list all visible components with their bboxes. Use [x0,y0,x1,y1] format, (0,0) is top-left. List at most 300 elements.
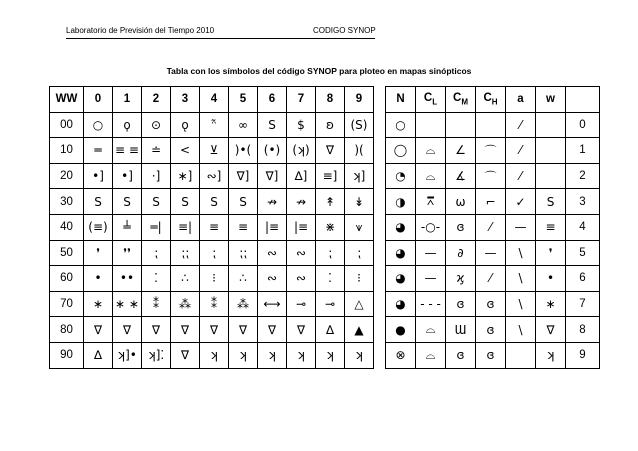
ww-symbol-cell [229,112,258,138]
cloud-symbol-cell [446,163,476,189]
cloud-symbol-cell [476,317,506,343]
cloud-symbol-cell [416,214,446,240]
weather-symbol-icon: ═| [150,220,162,235]
weather-symbol-icon: ∇ [209,322,219,337]
weather-symbol-icon: S [94,194,102,209]
cloud-table-row [386,342,600,368]
weather-symbol-icon: ⁏ [356,245,362,260]
ww-row-label: 80 [50,317,84,343]
weather-symbol-icon: S [239,194,247,209]
ww-symbol-cell [229,214,258,240]
ww-symbol-cell [200,291,229,317]
cloud-symbol-cell [536,317,566,343]
weather-symbol-icon: ∗] [177,169,193,184]
weather-symbol-icon: ≡ ≡ [115,143,139,158]
ww-symbol-cell [229,317,258,343]
cloud-symbol-cell [446,291,476,317]
weather-symbol-icon: )( [354,143,364,158]
cloud-symbol-icon: ⁄ [489,271,492,286]
cloud-symbol-cell [506,138,536,164]
weather-symbol-icon: S [268,117,276,132]
ww-symbol-cell [316,317,345,343]
cloud-header-label: C [453,92,462,105]
ww-row-label: 10 [50,138,84,164]
weather-symbol-icon: •] [121,169,133,184]
cloud-symbol-icon: ● [395,322,406,337]
weather-symbol-icon: ʞ [267,348,276,363]
cloud-symbol-cell [536,189,566,215]
cloud-table-row [386,317,600,343]
ww-symbol-cell [142,189,171,215]
weather-symbol-icon: ⟷ [263,297,281,312]
cloud-symbol-cell [536,266,566,292]
cloud-symbol-cell [476,291,506,317]
cloud-symbol-cell [506,291,536,317]
cloud-symbol-icon: ⁄ [519,169,522,184]
ww-symbol-cell [200,342,229,368]
cloud-table-row [386,240,600,266]
cloud-symbol-cell [476,266,506,292]
cloud-header-blank [566,87,600,113]
weather-symbol-icon: ∇ [122,322,132,337]
cloud-symbol-cell [476,138,506,164]
ww-symbol-cell [142,138,171,164]
weather-symbol-icon: ≐ [150,143,162,158]
ww-symbol-cell [316,112,345,138]
cloud-symbol-icon: ⌐ [485,194,496,209]
cloud-row-number: 1 [566,138,600,164]
cloud-symbol-cell [416,342,446,368]
ww-symbol-cell [316,138,345,164]
weather-symbol-icon: ⋅] [151,169,161,184]
ww-symbol-cell [200,138,229,164]
cloud-symbol-cell [386,342,416,368]
cloud-symbol-icon: \ [518,245,523,260]
ww-table-row [50,266,374,292]
weather-symbol-icon: $ [297,117,305,132]
cloud-symbol-cell [506,214,536,240]
weather-symbol-icon: ∾ [266,271,278,286]
weather-symbol-icon: ↟ [324,194,336,209]
cloud-symbol-icon: ⌓ [425,322,436,337]
cloud-symbol-icon: ɞ [456,297,465,312]
weather-symbol-icon: ↡ [353,194,365,209]
cloud-table-row [386,189,600,215]
weather-symbol-icon: ⁏⁏ [180,245,190,260]
ww-table-row [50,189,374,215]
ww-symbol-table [49,86,374,369]
ww-symbol-cell [142,266,171,292]
cloud-symbol-icon: ◯ [393,143,408,158]
cloud-symbol-cell [446,317,476,343]
ww-table-row [50,240,374,266]
ww-symbol-cell [258,163,287,189]
cloud-column-header: a [506,87,536,113]
ww-row-label: 90 [50,342,84,368]
ww-symbol-cell [200,189,229,215]
ww-symbol-cell [142,240,171,266]
cloud-symbol-icon: ⁄ [519,117,522,132]
weather-symbol-icon: ʞ [209,348,218,363]
weather-symbol-icon: ∆ [325,322,335,337]
cloud-symbol-icon: Ɯ [454,322,467,337]
ww-symbol-cell [229,163,258,189]
cloud-header-row [386,87,600,113]
weather-symbol-icon: < [179,143,191,158]
ww-symbol-cell [113,138,142,164]
ww-symbol-cell [171,112,200,138]
weather-symbol-icon: ⁑ [211,297,217,312]
cloud-table-row [386,266,600,292]
weather-symbol-icon: ⊸ [295,297,307,312]
ww-table-row [50,112,374,138]
cloud-symbol-cell [476,189,506,215]
cloud-symbol-icon: \ [518,271,523,286]
ww-symbol-cell [345,240,374,266]
cloud-header-subscript: M [461,97,468,107]
ww-symbol-cell [171,189,200,215]
weather-symbol-icon: S [123,194,131,209]
weather-symbol-icon: ╧ [123,220,131,235]
cloud-table-row [386,291,600,317]
cloud-symbol-icon: ○ [395,117,406,132]
weather-symbol-icon: ʞ [354,348,363,363]
weather-symbol-icon: ❜ [96,245,100,260]
weather-symbol-icon: (S) [350,117,368,132]
cloud-symbol-icon: ⁄ [519,143,522,158]
cloud-symbol-cell [506,240,536,266]
weather-symbol-icon: ∗ ∗ [115,297,139,312]
ww-column-header: 0 [84,87,113,113]
ww-row-label: 20 [50,163,84,189]
weather-symbol-icon: ∆] [294,169,308,184]
ww-symbol-cell [113,266,142,292]
ww-symbol-cell [258,189,287,215]
weather-symbol-icon: ∇ [180,322,190,337]
ww-symbol-cell [258,342,287,368]
weather-symbol-icon: ∾ [295,271,307,286]
weather-symbol-icon: ⋇ [324,220,336,235]
ww-column-header: 3 [171,87,200,113]
cloud-symbol-cell [446,112,476,138]
cloud-symbol-cell [506,342,536,368]
cloud-table-row [386,214,600,240]
ww-symbol-cell [229,240,258,266]
cloud-symbol-icon: ∠ [455,143,466,158]
cloud-symbol-icon: ɞ [456,348,465,363]
ww-symbol-cell [258,214,287,240]
cloud-column-header: N [386,87,416,113]
cloud-symbol-cell [386,317,416,343]
weather-symbol-icon: ∴ [181,271,189,286]
weather-symbol-icon: ⁏ [211,245,217,260]
cloud-symbol-cell [386,189,416,215]
ww-symbol-cell [84,342,113,368]
weather-symbol-icon: |≡ [264,220,280,235]
cloud-row-number: 9 [566,342,600,368]
ww-symbol-cell [84,214,113,240]
cloud-column-header [476,87,506,113]
weather-symbol-icon: ∇ [238,322,248,337]
cloud-row-number: 4 [566,214,600,240]
cloud-symbol-icon: ❜ [548,245,553,260]
cloud-symbol-cell [476,163,506,189]
weather-symbol-icon: ⊸ [324,297,336,312]
weather-symbol-icon: ❜❜ [123,245,131,260]
cloud-symbol-cell [506,266,536,292]
weather-symbol-icon: ○ [92,117,104,132]
cloud-symbol-icon: -○- [420,220,441,235]
weather-symbol-icon: •• [119,271,135,286]
weather-symbol-icon: ʞ [325,348,334,363]
cloud-symbol-icon: ∗ [545,297,556,312]
cloud-symbol-cell [416,291,446,317]
weather-symbol-icon: ▲ [354,322,364,337]
cloud-table-row [386,138,600,164]
ww-symbol-cell [171,317,200,343]
ww-symbol-cell [142,214,171,240]
weather-symbol-icon: ∇ [267,322,277,337]
cloud-row-number: 6 [566,266,600,292]
weather-symbol-icon: • [94,271,102,286]
ww-symbol-cell [345,342,374,368]
ww-symbol-cell [142,342,171,368]
cloud-symbol-cell [536,138,566,164]
weather-symbol-icon: ᵔ̃ [211,117,217,132]
weather-symbol-icon: ⁚ [328,271,332,286]
ww-symbol-cell [345,189,374,215]
ww-symbol-cell [316,291,345,317]
cloud-symbol-cell [386,138,416,164]
header-right-text: CODIGO SYNOP [313,26,376,35]
ww-symbol-cell [287,266,316,292]
ww-symbol-cell [345,138,374,164]
cloud-symbol-cell [506,112,536,138]
weather-symbol-icon: ∇ [151,322,161,337]
ww-symbol-cell [345,266,374,292]
cloud-symbol-icon: ≡ [545,220,556,235]
ww-symbol-cell [345,317,374,343]
ww-symbol-cell [200,112,229,138]
ww-symbol-cell [229,266,258,292]
weather-symbol-icon: ∇ [180,348,190,363]
ww-symbol-cell [84,189,113,215]
weather-symbol-icon: ↛ [266,194,278,209]
weather-symbol-icon: ≡] [322,169,338,184]
weather-symbol-icon: )•( [234,143,252,158]
cloud-symbol-cell [476,214,506,240]
weather-symbol-icon: ʞ [296,348,305,363]
ww-symbol-cell [200,240,229,266]
cloud-symbol-cell [446,189,476,215]
cloud-table-row [386,163,600,189]
cloud-table-row [386,112,600,138]
weather-symbol-icon: ∇] [265,169,279,184]
ww-symbol-cell [316,240,345,266]
cloud-header-subscript: H [491,97,498,107]
cloud-symbol-cell [386,240,416,266]
ww-symbol-cell [229,138,258,164]
cloud-symbol-icon: — [514,220,527,235]
weather-symbol-icon: ʞ]• [117,348,137,363]
ww-table-row [50,163,374,189]
cloud-symbol-icon: ◕ [395,271,406,286]
cloud-symbol-cell [446,214,476,240]
page-title: Tabla con los símbolos del código SYNOP para ploteo en mapas sinópticos [166,66,472,76]
ww-symbol-cell [84,291,113,317]
cloud-symbol-cell [446,266,476,292]
cloud-symbol-cell [506,317,536,343]
ww-symbol-cell [316,189,345,215]
cloud-row-number: 5 [566,240,600,266]
ww-symbol-cell [84,266,113,292]
ww-symbol-cell [171,163,200,189]
ww-symbol-cell [200,214,229,240]
cloud-symbol-icon: ◕ [395,245,406,260]
cloud-symbol-icon: — [484,245,497,260]
cloud-symbol-cell [416,240,446,266]
ww-symbol-cell [113,291,142,317]
weather-symbol-icon: ʚ [326,117,334,132]
weather-symbol-icon: ≡ [237,220,249,235]
ww-symbol-cell [287,291,316,317]
ww-column-header: 4 [200,87,229,113]
cloud-symbol-cell [476,342,506,368]
cloud-row-number: 0 [566,112,600,138]
weather-symbol-icon: ⩛ [355,219,363,234]
ww-symbol-cell [345,163,374,189]
ww-symbol-cell [113,342,142,368]
weather-symbol-icon: ⁂ [179,297,191,312]
weather-symbol-icon: ⁚ [154,271,158,286]
ww-row-label: 40 [50,214,84,240]
cloud-symbol-icon: ⩞ [426,194,435,209]
cloud-row-number: 7 [566,291,600,317]
ww-symbol-cell [84,317,113,343]
cloud-symbol-cell [476,112,506,138]
ww-symbol-cell [171,138,200,164]
cloud-symbol-cell [416,138,446,164]
cloud-column-header [446,87,476,113]
ww-corner-label: WW [50,87,84,113]
cloud-symbol-icon: ⌒ [484,169,497,184]
cloud-row-number: 3 [566,189,600,215]
weather-symbol-icon: S [181,194,189,209]
weather-symbol-icon: ⁑ [153,297,159,312]
weather-symbol-icon: ∇ [93,322,103,337]
cloud-header-label: C [423,92,433,105]
cloud-symbol-icon: ω [455,194,466,209]
cloud-symbol-icon: \ [518,297,523,312]
ww-row-label: 00 [50,112,84,138]
cloud-symbol-icon: ⌓ [425,347,436,362]
cloud-symbol-icon: ⊗ [395,348,406,363]
cloud-symbol-cell [506,189,536,215]
cloud-row-number: 8 [566,317,600,343]
cloud-symbol-cell [386,163,416,189]
weather-symbol-icon: ≡| [177,220,193,235]
ww-symbol-cell [287,112,316,138]
cloud-symbol-icon: ◕ [395,220,406,235]
weather-symbol-icon: △ [354,297,364,312]
ww-symbol-cell [113,112,142,138]
cloud-symbol-icon: ⌓ [425,142,436,157]
cloud-symbol-cell [536,342,566,368]
weather-symbol-icon: ⁏ [153,245,159,260]
cloud-symbol-cell [416,266,446,292]
ww-row-label: 50 [50,240,84,266]
cloud-symbol-cell [536,163,566,189]
ww-column-header: 7 [287,87,316,113]
weather-symbol-icon: ∾ [266,245,278,260]
cloud-symbol-icon: ϗ [456,271,465,286]
weather-symbol-icon: ↛ [295,194,307,209]
ww-symbol-cell [113,214,142,240]
ww-symbol-cell [258,138,287,164]
ww-symbol-cell [316,266,345,292]
cloud-symbol-icon: ɞ [486,322,495,337]
cloud-symbol-icon: • [546,271,555,286]
ww-row-label: 70 [50,291,84,317]
weather-symbol-icon: ∇ [325,143,335,158]
cloud-symbol-icon: ◑ [395,194,406,209]
weather-symbol-icon: ʞ [238,348,247,363]
ww-symbol-cell [200,317,229,343]
weather-symbol-icon: ∴ [239,271,247,286]
cloud-symbol-icon: \ [518,322,523,337]
weather-symbol-icon: |≡ [293,220,309,235]
weather-symbol-icon: ⁏⁏ [238,245,248,260]
cloud-symbol-icon: ⌓ [425,168,436,183]
ww-symbol-cell [84,112,113,138]
cloud-symbol-icon: ʞ [546,348,555,363]
cloud-symbol-cell [536,112,566,138]
ww-symbol-cell [142,317,171,343]
ww-symbol-cell [316,163,345,189]
cloud-symbol-cell [536,214,566,240]
cloud-symbol-cell [386,214,416,240]
weather-symbol-icon: ∞ [238,117,248,132]
weather-symbol-icon: ⁂ [237,297,249,312]
cloud-symbol-cell [446,138,476,164]
ww-column-header: 5 [229,87,258,113]
cloud-symbol-icon: ∂ [457,245,464,260]
ww-symbol-cell [200,163,229,189]
cloud-symbol-cell [386,112,416,138]
ww-column-header: 2 [142,87,171,113]
ww-symbol-cell [171,240,200,266]
cloud-row-number: 2 [566,163,600,189]
weather-symbol-icon: ∾] [206,169,222,184]
cloud-symbol-icon: - - - [420,297,441,312]
ww-symbol-cell [258,317,287,343]
ww-column-header: 8 [316,87,345,113]
ww-symbol-cell [287,189,316,215]
ww-symbol-cell [142,163,171,189]
ww-symbol-cell [345,214,374,240]
ww-symbol-cell [287,342,316,368]
weather-symbol-icon: ∆ [93,348,103,363]
ww-symbol-cell [171,342,200,368]
cloud-column-header: w [536,87,566,113]
cloud-symbol-icon: ◔ [395,169,406,184]
weather-symbol-icon: ⁝ [357,271,361,286]
weather-symbol-icon: S [210,194,218,209]
ww-symbol-cell [258,291,287,317]
weather-symbol-icon: ǫ [181,117,189,132]
ww-table-row [50,317,374,343]
weather-symbol-icon: (≡) [88,220,108,235]
